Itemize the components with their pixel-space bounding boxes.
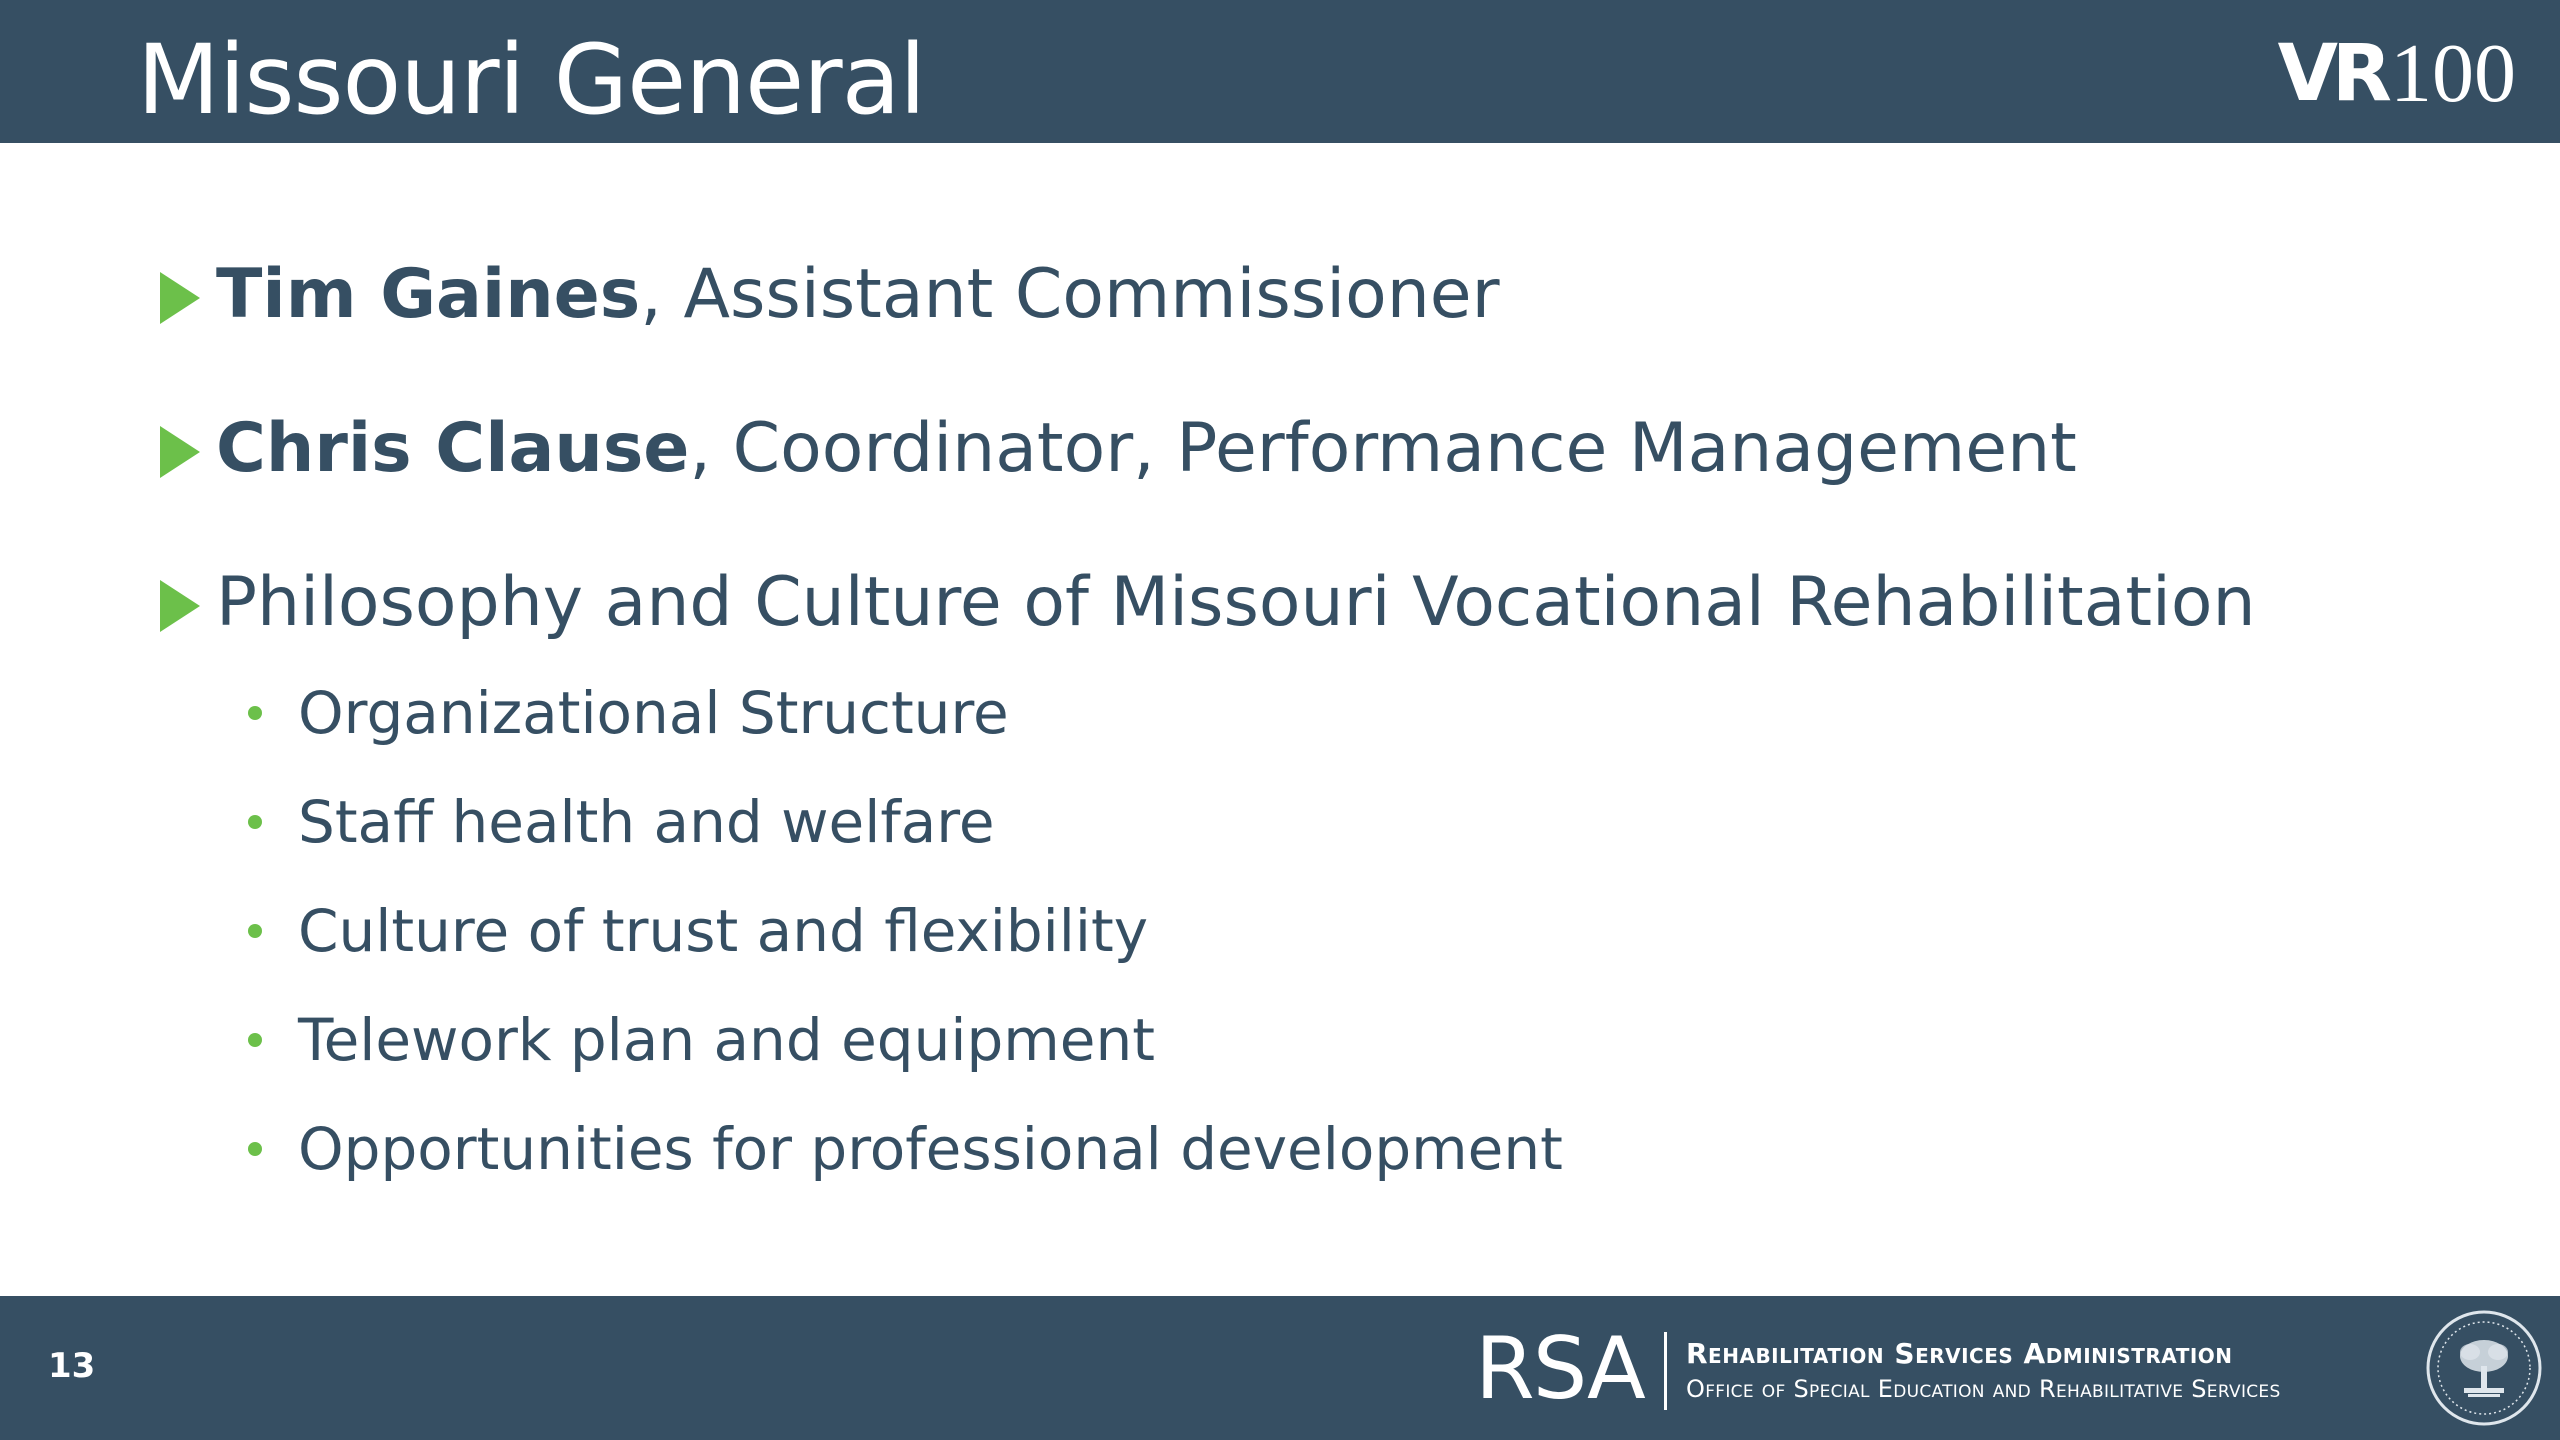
bullet-rest: , Assistant Commissioner bbox=[640, 255, 1500, 334]
vr100-logo-vr: VR bbox=[2277, 29, 2386, 119]
sub-bullet-text: Staff health and welfare bbox=[298, 787, 995, 856]
agency-name-line2: Office of Special Education and Rehabilitative Services bbox=[1686, 1375, 2281, 1403]
bullet-item bbox=[160, 538, 2460, 656]
sub-bullet-item bbox=[248, 658, 2460, 767]
bullet-item bbox=[160, 230, 2460, 384]
dot-bullet-icon bbox=[248, 1142, 262, 1156]
department-seal-icon bbox=[2424, 1308, 2544, 1428]
sub-bullet-item bbox=[248, 985, 2460, 1094]
bullet-item bbox=[160, 384, 2460, 538]
dot-bullet-icon bbox=[248, 815, 262, 829]
sub-bullet-text: Opportunities for professional development bbox=[298, 1114, 1563, 1183]
slide-footer bbox=[0, 1296, 2560, 1440]
bullet-bold-name: Chris Clause bbox=[216, 409, 690, 488]
agency-name-line1: Rehabilitation Services Administration bbox=[1686, 1337, 2233, 1370]
bullet-rest: , Coordinator, Performance Management bbox=[689, 409, 2077, 488]
vr100-logo-number: 100 bbox=[2390, 27, 2516, 120]
slide-content bbox=[160, 230, 2460, 1203]
sub-bullet-text: Organizational Structure bbox=[298, 678, 1009, 747]
dot-bullet-icon bbox=[248, 924, 262, 938]
sub-bullet-item bbox=[248, 876, 2460, 985]
bullet-text bbox=[216, 384, 2077, 514]
bullet-rest: Philosophy and Culture of Missouri Vocational Rehabilitation bbox=[216, 563, 2256, 642]
bullet-text bbox=[216, 538, 2256, 668]
sub-bullet-text: Telework plan and equipment bbox=[298, 1005, 1155, 1074]
bullet-text bbox=[216, 230, 1500, 360]
slide-title: Missouri General bbox=[137, 24, 926, 136]
page-number: 13 bbox=[48, 1346, 96, 1386]
triangle-bullet-icon bbox=[160, 580, 200, 632]
bullet-bold-name: Tim Gaines bbox=[216, 255, 641, 334]
slide-header bbox=[0, 0, 2560, 143]
triangle-bullet-icon bbox=[160, 272, 200, 324]
sub-bullet-text: Culture of trust and flexibility bbox=[298, 896, 1149, 965]
sub-bullet-item bbox=[248, 767, 2460, 876]
vr100-logo bbox=[2277, 27, 2516, 120]
rsa-logo: RSA bbox=[1475, 1319, 1644, 1419]
agency-name bbox=[1686, 1336, 2281, 1406]
sub-bullet-list bbox=[160, 658, 2460, 1203]
triangle-bullet-icon bbox=[160, 426, 200, 478]
logo-divider bbox=[1664, 1332, 1667, 1410]
sub-bullet-item bbox=[248, 1094, 2460, 1203]
dot-bullet-icon bbox=[248, 706, 262, 720]
dot-bullet-icon bbox=[248, 1033, 262, 1047]
